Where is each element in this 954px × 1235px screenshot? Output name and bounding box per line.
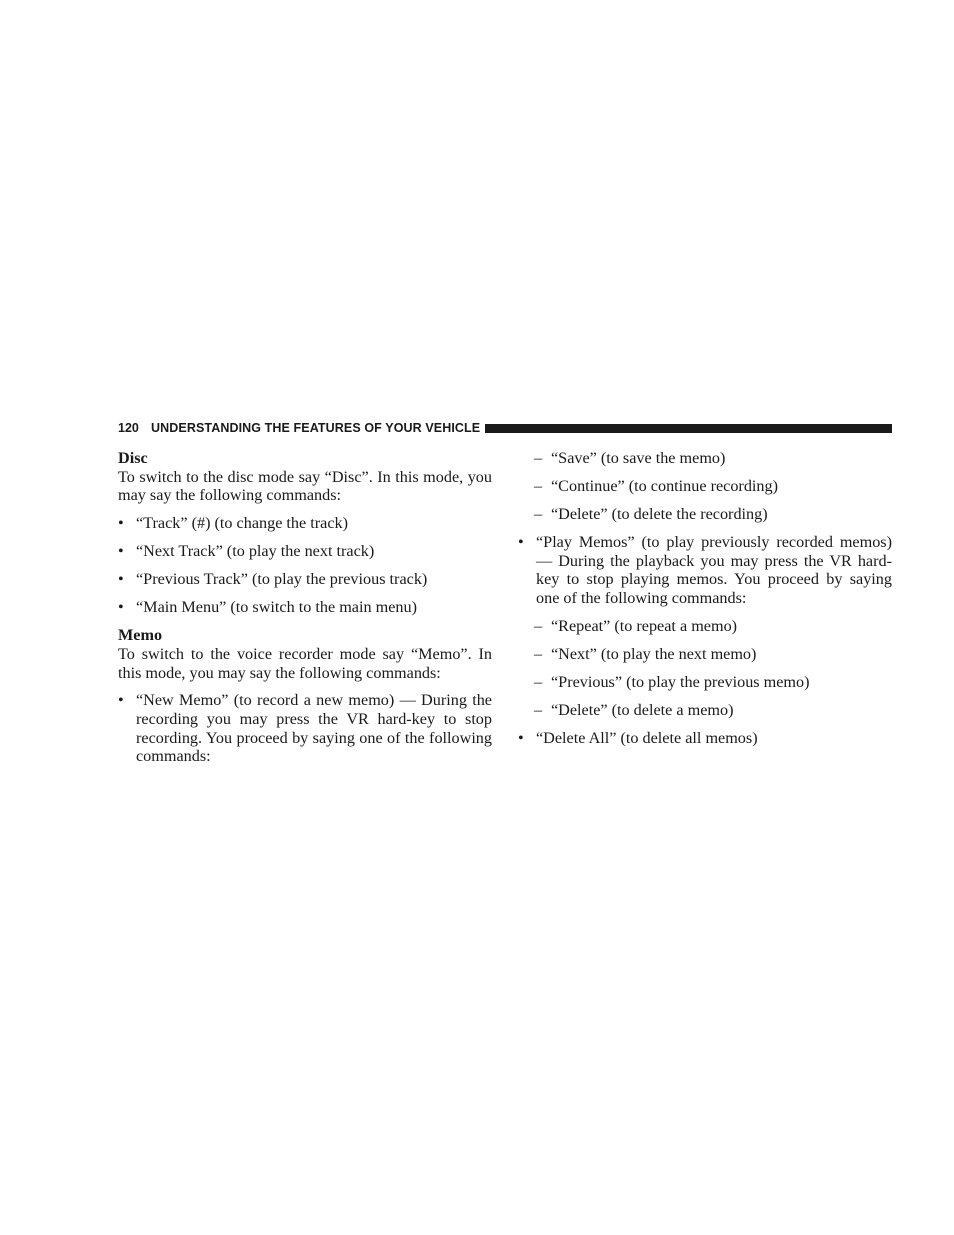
list-item <box>118 598 492 617</box>
list-item <box>518 505 892 524</box>
disc-command-list <box>118 514 492 617</box>
delete-all-list <box>518 729 892 748</box>
left-column <box>118 449 492 775</box>
play-memos-subcommands <box>518 617 892 720</box>
header-rule <box>485 424 892 433</box>
list-item <box>518 729 892 748</box>
list-item <box>118 691 492 766</box>
list-item <box>118 542 492 561</box>
list-item <box>518 533 892 608</box>
bullet-icon: • <box>118 691 124 710</box>
dash-icon: – <box>534 701 543 720</box>
disc-intro: To switch to the disc mode say “Disc”. In this mode, you may say the following commands: <box>118 467 492 505</box>
bullet-icon: • <box>518 533 524 551</box>
list-item <box>518 617 892 636</box>
disc-heading: Disc <box>118 449 148 467</box>
list-item <box>118 570 492 589</box>
memo-heading: Memo <box>118 626 163 645</box>
dash-icon: – <box>534 477 543 495</box>
dash-icon: – <box>534 673 543 692</box>
bullet-icon: • <box>118 514 124 533</box>
play-memos-list <box>518 533 892 608</box>
list-item <box>518 673 892 692</box>
list-item-text: “Repeat” (to repeat a memo) <box>551 617 738 636</box>
list-item <box>518 701 892 720</box>
right-column <box>518 449 892 757</box>
list-item <box>518 449 892 468</box>
list-item-text: “New Memo” (to record a new memo) — During the recording you may press the VR hard-key to stop recording. You proceed by saying one of the following commands: <box>136 691 492 766</box>
bullet-icon: • <box>518 729 524 748</box>
list-item-text: “Delete All” (to delete all memos) <box>536 729 758 748</box>
list-item <box>518 477 892 496</box>
page-header <box>118 419 892 437</box>
dash-icon: – <box>534 617 543 636</box>
list-item-text: “Save” (to save the memo) <box>551 449 726 467</box>
list-item-text: “Next Track” (to play the next track) <box>136 542 375 561</box>
list-item-text: “Delete” (to delete a memo) <box>551 701 734 720</box>
dash-icon: – <box>534 505 543 523</box>
bullet-icon: • <box>118 570 124 589</box>
list-item-text: “Play Memos” (to play previously recorded memos) — During the playback you may press the VR hard-key to stop playing memos. You proceed by saying one of the following commands: <box>536 533 892 608</box>
list-item <box>118 514 492 533</box>
bullet-icon: • <box>118 598 124 617</box>
page-number: 120 <box>118 421 139 435</box>
chapter-title: UNDERSTANDING THE FEATURES OF YOUR VEHICLE <box>151 421 481 435</box>
memo-intro: To switch to the voice recorder mode say “Memo”. In this mode, you may say the following commands: <box>118 644 492 682</box>
list-item-text: “Previous” (to play the previous memo) <box>551 673 810 692</box>
bullet-icon: • <box>118 542 124 561</box>
list-item-text: “Previous Track” (to play the previous track) <box>136 570 428 589</box>
new-memo-subcommands <box>518 449 892 524</box>
list-item-text: “Main Menu” (to switch to the main menu) <box>136 598 417 617</box>
list-item-text: “Continue” (to continue recording) <box>551 477 778 495</box>
dash-icon: – <box>534 449 543 467</box>
list-item <box>518 645 892 664</box>
list-item-text: “Delete” (to delete the recording) <box>551 505 768 523</box>
list-item-text: “Next” (to play the next memo) <box>551 645 757 664</box>
memo-command-list <box>118 691 492 766</box>
dash-icon: – <box>534 645 543 664</box>
list-item-text: “Track” (#) (to change the track) <box>136 514 348 533</box>
